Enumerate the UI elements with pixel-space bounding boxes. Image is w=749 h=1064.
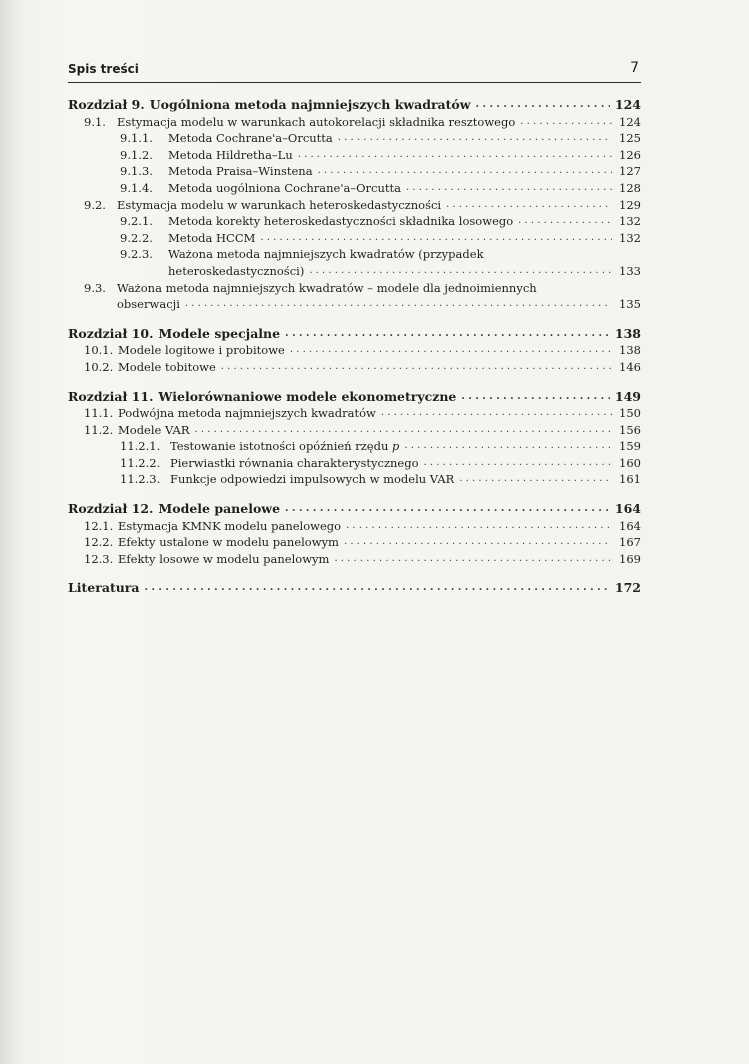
toc-entry[interactable]: 9.1.4. Metoda uogólniona Cochrane'a–Orcutta . . . 128: [68, 180, 641, 197]
toc-literature[interactable]: Literatura . . . 172: [68, 580, 641, 597]
toc-entry[interactable]: 11.2.1. Testowanie istotności opóźnień rzędu p . . . 159: [68, 438, 641, 455]
toc-entry[interactable]: 9.2. Estymacja modelu w warunkach heteroskedastyczności . . . 129: [68, 197, 641, 214]
toc-chapter-9[interactable]: Rozdział 9. Uogólniona metoda najmniejszych kwadratów . . . 124: [68, 97, 641, 114]
toc-entry-line2[interactable]: heteroskedastyczności) . . . 133: [68, 263, 641, 280]
toc-entry[interactable]: 10.1. Modele logitowe i probitowe . . . 138: [68, 342, 641, 359]
toc-entry[interactable]: 9.1. Estymacja modelu w warunkach autokorelacji składnika resztowego . . . 124: [68, 114, 641, 131]
toc-entry[interactable]: 11.1. Podwójna metoda najmniejszych kwadratów . . . 150: [68, 405, 641, 422]
toc-entry[interactable]: 12.3. Efekty losowe w modelu panelowym . . . 169: [68, 551, 641, 568]
running-header: [68, 60, 641, 83]
header-title: Spis treści: [68, 62, 139, 76]
page-number: 7: [630, 60, 639, 76]
toc-entry[interactable]: 9.2.2. Metoda HCCM . . . 132: [68, 230, 641, 247]
toc-entry[interactable]: 10.2. Modele tobitowe . . . 146: [68, 359, 641, 376]
toc-entry[interactable]: 9.2.1. Metoda korekty heteroskedastyczności składnika losowego . . . 132: [68, 213, 641, 230]
toc-entry[interactable]: 11.2. Modele VAR . . . 156: [68, 422, 641, 439]
toc-entry[interactable]: 11.2.2. Pierwiastki równania charakterystycznego . . . 160: [68, 455, 641, 472]
toc-entry[interactable]: 9.1.2. Metoda Hildretha–Lu . . . 126: [68, 147, 641, 164]
toc-entry[interactable]: 12.2. Efekty ustalone w modelu panelowym . . . 167: [68, 534, 641, 551]
toc-entry-line2[interactable]: obserwacji . . . 135: [68, 296, 641, 313]
toc-entry-line1[interactable]: 9.2.3. Ważona metoda najmniejszych kwadratów (przypadek: [120, 247, 484, 262]
table-of-contents: [68, 97, 641, 597]
toc-entry[interactable]: 9.1.1. Metoda Cochrane'a–Orcutta . . . 125: [68, 130, 641, 147]
toc-entry-line1[interactable]: 9.3. Ważona metoda najmniejszych kwadratów – modele dla jednoimiennych: [84, 280, 537, 295]
toc-chapter-10[interactable]: Rozdział 10. Modele specjalne . . . 138: [68, 326, 641, 343]
toc-chapter-11[interactable]: Rozdział 11. Wielorównaniowe modele ekonometryczne . . . 149: [68, 389, 641, 406]
toc-chapter-12[interactable]: Rozdział 12. Modele panelowe . . . 164: [68, 501, 641, 518]
toc-entry[interactable]: 9.1.3. Metoda Praisa–Winstena . . . 127: [68, 163, 641, 180]
toc-entry[interactable]: 11.2.3. Funkcje odpowiedzi impulsowych w modelu VAR . . . 161: [68, 471, 641, 488]
toc-entry[interactable]: 12.1. Estymacja KMNK modelu panelowego . . . 164: [68, 518, 641, 535]
